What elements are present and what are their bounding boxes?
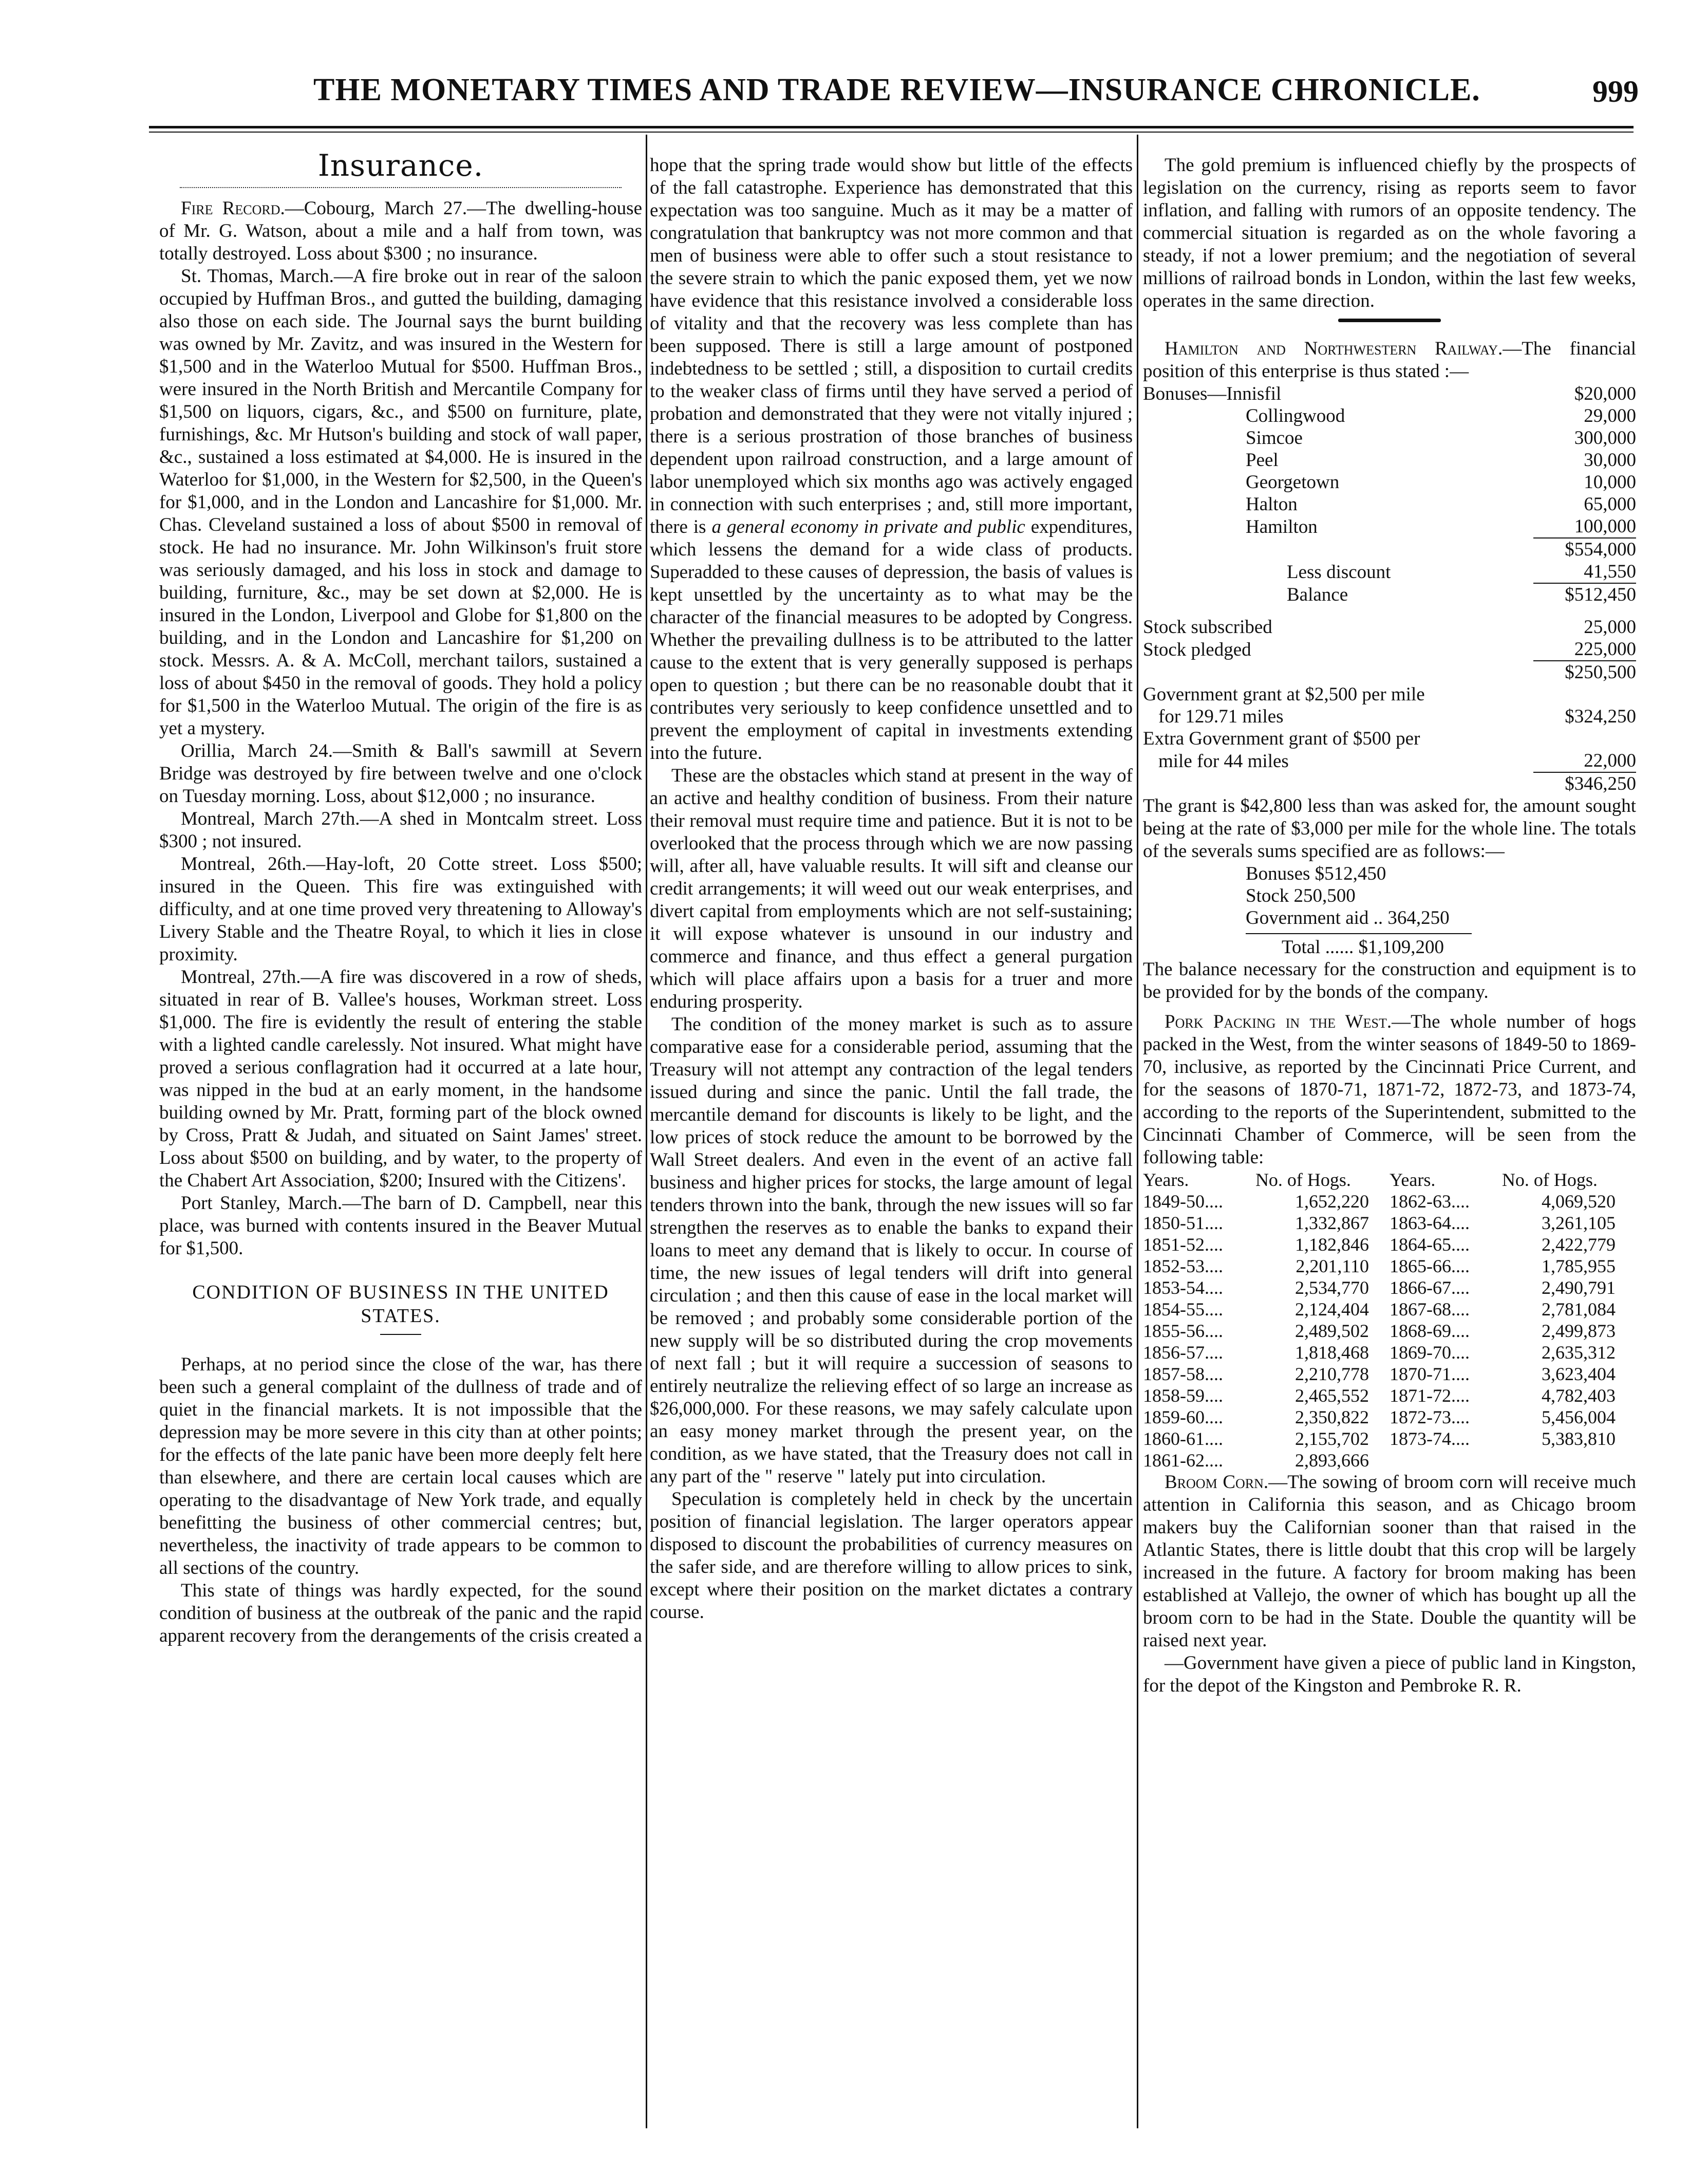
paragraph: The condition of the money market is such as to assure comparative ease for a considerable period, assuming that the Treasury will not attempt any contraction of the legal tenders issued during and since the panic. Until the fall trade, the mercantile demand for discounts is likely to be light, and the low prices of stock reduce the amount to be borrowed by the Wall Street dealers. And even in the event of an active fall business and higher prices for stocks, the large amount of legal tenders thrown into the bank, through the new issues will so far strengthen the reserves as to enable the banks to expand their loans to meet any demand that is likely to occur. In course of time, the new issues of legal tenders will drift into general circulation ; and then this cause of ease in the local market will be removed ; and probably some considerable portion of the new supply will be so distributed during the crop movements of next fall ; but it will require a succession of seasons to entirely neutralize the relieving effect of so large an increase as $26,000,000. For these reasons, we may safely calculate upon an easy money market through the present year, on the condition, as we have stated, that the Treasury does not call in any part of the " reserve " lately put into circulation. — [650, 1014, 1133, 1487]
table-row: mile for 44 miles 22,000 — [1158, 750, 1636, 772]
table-cell: 2,210,778 — [1294, 1364, 1369, 1384]
subtotal-row: $346,250 — [1143, 772, 1636, 795]
table-cell: 1,818,468 — [1294, 1342, 1369, 1363]
section-heading: Insurance. — [317, 148, 484, 183]
table-cell: 2,201,110 — [1296, 1256, 1369, 1276]
table-cell: 1872-73.... — [1389, 1407, 1470, 1427]
table-cell: 1863-64.... — [1389, 1213, 1470, 1233]
table-cell: 3,623,404 — [1542, 1364, 1616, 1384]
column-3 — [1143, 154, 1636, 1697]
table-cell: 2,422,779 — [1542, 1234, 1616, 1255]
table-cell: 1851-52.... — [1143, 1234, 1223, 1255]
paragraph: Montreal, 26th.—Hay-loft, 20 Cotte street. Loss $500; insured in the Queen. This fire was extinguished with difficulty, and at one time proved very threatening to Alloway's Livery Stable and the Theatre Royal, to which it lies in close proximity. — [159, 853, 642, 965]
table-row: Stock subscribed 25,000 — [1143, 617, 1636, 638]
paragraph: These are the obstacles which stand at present in the way of an active and healthy condition of business. From their nature their removal must require time and patience. But it is not to be overlooked that the process through which we are now passing will, after all, have valuable results. It will sift and cleanse our credit arrangements; it will weed out our weak enterprises, and divert capital from employments which are not self-sustaining; it will expose whatever is unsound in our industry and commerce and finance, and thus effect a general purgation which will place affairs upon a basis for a truer and more enduring prosperity. — [650, 765, 1133, 1012]
table-row — [1143, 1428, 1636, 1450]
paragraph: The grant is $42,800 less than was asked for, the amount sought being at the rate of $3,000 per mile for the whole line. The totals of the severals sums specified are as follows:— — [1143, 795, 1636, 862]
table-cell: 1866-67.... — [1389, 1277, 1470, 1298]
list-item: Government aid .. 364,250 — [1246, 907, 1450, 928]
column-divider — [1137, 135, 1138, 2128]
table-cell: 1852-53.... — [1143, 1256, 1223, 1276]
publication-title: THE MONETARY TIMES AND TRADE REVIEW—INSURANCE CHRONICLE. — [313, 72, 1480, 107]
table-row: Bonuses—Innisfil $20,000 — [1143, 383, 1636, 404]
table-row: Collingwood 29,000 — [1246, 405, 1636, 426]
table-row — [1143, 1234, 1636, 1255]
paragraph: Port Stanley, March.—The barn of D. Campbell, near this place, was burned with contents insured in the Beaver Mutual for $1,500. — [159, 1193, 642, 1259]
table-header: Years. No. of Hogs. Years. No. of Hogs. — [1143, 1169, 1598, 1190]
paragraph: The balance necessary for the construction and equipment is to be provided for by the bonds of the company. — [1143, 959, 1636, 1002]
article-title: CONDITION OF BUSINESS IN THE UNITED STATES. — [192, 1281, 609, 1327]
table-row — [1143, 1320, 1636, 1342]
divider — [380, 1334, 421, 1335]
table-cell: 2,499,873 — [1542, 1321, 1616, 1341]
paragraph: Montreal, March 27th.—A shed in Montcalm street. Loss $300 ; not insured. — [159, 808, 642, 852]
table-cell: 2,489,502 — [1294, 1321, 1369, 1341]
table-row: Less discount 41,550 — [1287, 561, 1636, 583]
table-row: Halton 65,000 — [1246, 494, 1636, 515]
paragraph: This state of things was hardly expected, for the sound condition of business at the outbreak of the panic and the rapid apparent recovery from the derangements of the crisis created a — [159, 1580, 642, 1646]
hogs-table — [1143, 1169, 1636, 1471]
table-row: Government grant at $2,500 per mile — [1143, 684, 1425, 705]
table-cell — [1502, 1450, 1636, 1471]
totals-list — [1246, 863, 1636, 958]
table-cell: 5,456,004 — [1542, 1407, 1616, 1427]
page-number: 999 — [1592, 75, 1639, 108]
paragraph: Pork Packing in the West.—The whole number of hogs packed in the West, from the winter seasons of 1849-50 to 1869-70, inclusive, as reported by the Cincinnati Price Current, and for the seasons of 1870-71, 1871-72, 1872-73, and 1873-74, according to the reports of the Superintendent, submitted to the Cincinnati Chamber of Commerce, will be seen from the following table: — [1143, 1011, 1636, 1168]
table-cell: 1849-50.... — [1143, 1191, 1223, 1212]
run-in-heading: Hamilton and Northwestern Railway. — [1165, 338, 1503, 359]
table-row: Simcoe 300,000 — [1246, 428, 1636, 449]
table-row — [1143, 1363, 1636, 1385]
table-row: Extra Government grant of $500 per — [1143, 728, 1420, 749]
financial-table — [1143, 383, 1636, 795]
table-cell: 1853-54.... — [1143, 1277, 1223, 1298]
paragraph: The gold premium is influenced chiefly by the prospects of legislation on the currency, rising as reports seem to favor inflation, and falling with rumors of an opposite tendency. The commercial situation is regarded as on the whole favoring a steady, if not a lower premium; and the negotiation of several millions of railroad bonds in London, within the last few weeks, operates in the same direction. — [1143, 155, 1636, 311]
table-row: Stock pledged 225,000 — [1143, 639, 1636, 660]
table-cell: 1860-61.... — [1143, 1428, 1223, 1449]
table-cell: 1868-69.... — [1389, 1321, 1470, 1341]
table-row — [1143, 1298, 1636, 1320]
run-in-heading: Fire Record. — [181, 198, 285, 219]
table-cell: 2,350,822 — [1294, 1407, 1369, 1427]
table-cell: 1864-65.... — [1389, 1234, 1470, 1255]
table-cell: 4,782,403 — [1542, 1385, 1616, 1406]
paragraph: Montreal, 27th.—A fire was discovered in a row of sheds, situated in rear of B. Vallee's houses, Workman street. Loss $1,000. The fire is evidently the result of entering the stable with a lighted candle carelessly. Not insured. What might have proved a serious conflagration had it occurred at a late hour, was nipped in the bud at an early moment, in the handsome building owned by Mr. Pratt, forming part of the block owned by Cross, Pratt & Judah, and situated on Saint James' street. Loss about $500 on building, and by water, to the property of the Chabert Art Association, $200; Insured with the Citizens'. — [159, 967, 642, 1191]
table-cell: 2,781,084 — [1542, 1299, 1616, 1320]
table-cell: 2,465,552 — [1294, 1385, 1369, 1406]
table-cell: 1,182,846 — [1294, 1234, 1369, 1255]
table-cell: 1862-63.... — [1389, 1191, 1470, 1212]
table-row: for 129.71 miles $324,250 — [1158, 706, 1636, 727]
paragraph: Orillia, March 24.—Smith & Ball's sawmill at Severn Bridge was destroyed by fire between twelve and one o'clock on Tuesday morning. Loss, about $12,000 ; no insurance. — [159, 740, 642, 807]
table-cell: 2,534,770 — [1294, 1277, 1369, 1298]
table-cell: 2,893,666 — [1294, 1450, 1369, 1471]
paragraph: Perhaps, at no period since the close of the war, has there been such a general complaint of the dullness of trade and of quiet in the financial markets. It is not impossible that the depression may be more severe in this city than at other points; for the effects of the late panic have been more deeply felt here than elsewhere, and there are certain local causes which are operating to the disadvantage of New York trade, and equally benefitting the business of other commercial centres; but, nevertheless, the inactivity of trade appears to be common to all sections of the country. — [159, 1354, 642, 1578]
ornamental-rule — [1338, 319, 1441, 322]
table-cell: 1,785,955 — [1542, 1256, 1616, 1276]
paragraph: Speculation is completely held in check by the uncertain position of financial legislation. The larger operators appear disposed to discount the probabilities of currency measures on the safer side, and are therefore willing to allow prices to sink, except where their position on the market dictates a contrary course. — [650, 1489, 1133, 1623]
table-row — [1143, 1385, 1636, 1406]
grand-total: Total ...... $1,109,200 — [1282, 937, 1444, 958]
table-cell: 1856-57.... — [1143, 1342, 1223, 1363]
balance-row: Balance $512,450 — [1287, 584, 1636, 605]
italic-phrase: a general economy in private and public — [711, 516, 1025, 537]
list-item: Stock 250,500 — [1246, 885, 1356, 906]
table-row — [1143, 1255, 1636, 1277]
paragraph: Fire Record.—Cobourg, March 27.—The dwelling-house of Mr. G. Watson, about a mile and a half from town, was totally destroyed. Loss about $300 ; no insurance. — [159, 198, 642, 264]
run-in-heading: Pork Packing in the West. — [1165, 1011, 1392, 1032]
table-cell: 2,635,312 — [1542, 1342, 1616, 1363]
table-cell: 1871-72.... — [1389, 1385, 1470, 1406]
table-cell: 1865-66.... — [1389, 1256, 1470, 1276]
table-row — [1143, 1277, 1636, 1298]
table-cell: 5,383,810 — [1542, 1428, 1616, 1449]
column-1 — [159, 148, 642, 1647]
paragraph: Hamilton and Northwestern Railway.—The financial position of this enterprise is thus stated :— — [1143, 338, 1637, 382]
table-row: Peel 30,000 — [1246, 450, 1636, 471]
subtotal-row: $554,000 — [1143, 538, 1636, 561]
table-row: Georgetown 10,000 — [1246, 472, 1636, 493]
table-cell: 4,069,520 — [1542, 1191, 1616, 1212]
table-cell: 1869-70.... — [1389, 1342, 1470, 1363]
run-in-heading: Broom Corn. — [1165, 1472, 1269, 1493]
table-cell: 1867-68.... — [1389, 1299, 1470, 1320]
paragraph: Broom Corn.—The sowing of broom corn will receive much attention in California this season, and as Chicago broom makers buy the Californian sooner than that raised in the Atlantic States, there is little doubt that this crop will be largely increased in the future. A factory for broom making has been established at Vallejo, the owner of which has bought up all the broom corn to be had in the State. Double the quantity will be raised next year. — [1143, 1472, 1637, 1651]
table-cell: 1861-62.... — [1143, 1450, 1223, 1471]
table-cell: 1859-60.... — [1143, 1407, 1223, 1427]
table-cell: 1857-58.... — [1143, 1364, 1223, 1384]
table-row: Hamilton 100,000 — [1246, 516, 1636, 537]
table-cell: 1858-59.... — [1143, 1385, 1223, 1406]
table-cell: 3,261,105 — [1542, 1213, 1616, 1233]
column-2 — [650, 154, 1133, 1624]
paragraph: —Government have given a piece of public land in Kingston, for the depot of the Kingston and Pembroke R. R. — [1143, 1652, 1636, 1696]
table-row — [1143, 1450, 1636, 1471]
table-cell: 1855-56.... — [1143, 1321, 1223, 1341]
page-header — [149, 72, 1639, 113]
paragraph: hope that the spring trade would show but little of the effects of the fall catastrophe. Experience has demonstrated that this expectation was too sanguine. Much as it may be a matter of congratulation that bankruptcy was not more common and that men of business were able to offer such a stout resistance to the severe strain to which the panic exposed them, yet we now have evidence that this resistance involved a considerable loss of vitality and that the recovery was less complete than has been supposed. There is still a large amount of postponed indebtedness to be settled ; still, a disposition to curtail credits to the weaker class of firms until they have served a period of probation and demonstrated that they were not vitally injured ; there is a serious prostration of those branches of business dependent upon railroad construction, and a large amount of labor unemployed which six months ago was actively engaged in connection with such enterprises ; and, still more important, there is a general economy in private and public expenditures, which lessens the demand for a wide class of products. Superadded to these causes of depression, the basis of values is kept unsettled by the uncertainty as to what may be the character of the financial measures to be adopted by Congress. Whether the prevailing dullness is to be attributed to the latter cause to the extent that is very generally supposed is perhaps open to question ; but there can be no reasonable doubt that it contributes very seriously to keep confidence unsettled and to prevent the employment of capital in investments extending into the future. — [650, 155, 1133, 764]
list-item: Bonuses $512,450 — [1246, 863, 1386, 884]
table-row — [1143, 1406, 1636, 1428]
table-cell: 2,155,702 — [1294, 1428, 1369, 1449]
header-rule — [149, 126, 1634, 128]
table-cell: 1,652,220 — [1294, 1191, 1369, 1212]
table-cell: 1,332,867 — [1294, 1213, 1369, 1233]
paragraph: St. Thomas, March.—A fire broke out in rear of the saloon occupied by Huffman Bros., and gutted the building, damaging also those on each side. The Journal says the burnt building was owned by Mr. Zavitz, and was insured in the Western for $1,500 and in the Waterloo Mutual for $500. Huffman Bros., were insured in the North British and Mercantile Company for $1,500 on liquors, cigars, &c., and $500 on furniture, plate, furnishings, &c. Mr Hutson's building and stock of wall paper, &c., sustained a loss estimated at $4,000. He is insured in the Waterloo for $1,000, in the Western for $2,500, in the Queen's for $1,000, and in the London and Lancashire for $1,000. Mr. Chas. Cleveland sustained a loss of about $500 in removal of stock. He had no insurance. Mr. John Wilkinson's fruit store was seriously damaged, and his loss in stock and damage to building, furniture, &c., may be set down at $2,000. He is insured in the London, Liverpool and Globe for $1,800 on the building, and in the London and Lancashire for $1,200 on stock. Messrs. A. & A. McColl, merchant tailors, sustained a loss of about $450 in the removal of goods. They hold a policy for $1,500 in the Waterloo Mutual. The origin of the fire is as yet a mystery. — [159, 266, 642, 739]
table-row — [1143, 1342, 1636, 1363]
subtotal-row: $250,500 — [1143, 661, 1636, 683]
table-row — [1143, 1191, 1636, 1212]
table-cell: 1870-71.... — [1389, 1364, 1470, 1384]
table-cell: 1854-55.... — [1143, 1299, 1223, 1320]
table-cell: 2,490,791 — [1542, 1277, 1616, 1298]
table-cell — [1390, 1450, 1502, 1471]
table-cell: 2,124,404 — [1294, 1299, 1369, 1320]
table-row — [1143, 1212, 1636, 1234]
column-divider — [646, 135, 647, 2128]
header-rule-thin — [149, 132, 1634, 133]
table-cell: 1873-74.... — [1389, 1428, 1470, 1449]
table-cell: 1850-51.... — [1143, 1213, 1223, 1233]
